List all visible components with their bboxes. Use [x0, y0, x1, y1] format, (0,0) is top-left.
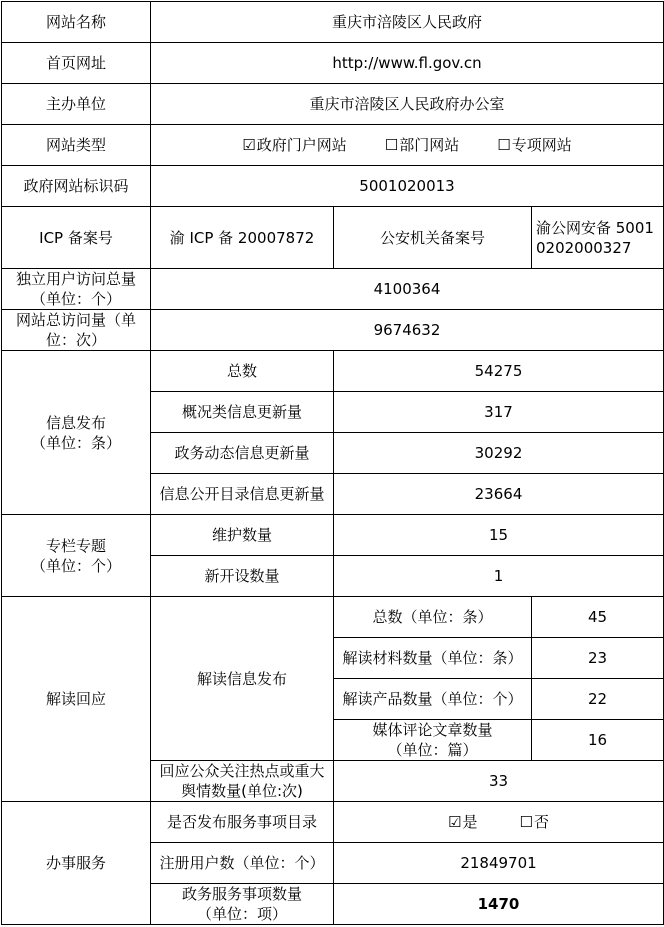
sponsor-value: 重庆市涪陵区人民政府办公室 — [151, 84, 664, 125]
row-homepage — [2, 43, 664, 84]
columns-label: 专栏专题 — [45, 536, 106, 555]
service-catalog-option-yes — [448, 813, 477, 831]
columns-new-value: 1 — [334, 556, 664, 597]
service-items-value: 1470 — [334, 884, 664, 925]
icp-value: 渝 ICP 备 20007872 — [151, 207, 334, 269]
unchecked-checkbox-icon: ☐ — [519, 813, 533, 831]
site-type-option-department-label: 部门网站 — [399, 136, 460, 154]
row-columns-maintained — [2, 515, 664, 556]
service-items-label: 政务服务事项数量 — [181, 885, 302, 903]
info-overview-value: 317 — [334, 392, 664, 433]
row-site-id — [2, 166, 664, 207]
interp-media-unit: （单位：篇） — [387, 741, 478, 759]
service-users-value: 21849701 — [334, 843, 664, 884]
total-visits-value: 9674632 — [151, 310, 664, 351]
interpretation-label: 解读回应 — [2, 597, 151, 802]
columns-maintained-label: 维护数量 — [151, 515, 334, 556]
site-type-label: 网站类型 — [2, 125, 151, 166]
service-catalog-label: 是否发布服务事项目录 — [151, 802, 334, 843]
icp-label: ICP 备案号 — [2, 207, 151, 269]
site-id-value: 5001020013 — [151, 166, 664, 207]
unchecked-checkbox-icon: ☐ — [497, 136, 511, 154]
interp-media-value: 16 — [532, 720, 664, 761]
interp-response-value: 33 — [334, 761, 664, 802]
site-name-label: 网站名称 — [2, 2, 151, 43]
service-catalog-option-yes-label: 是 — [462, 813, 478, 831]
info-publish-unit: （单位：条） — [30, 433, 121, 452]
interp-materials-label: 解读材料数量（单位：条） — [334, 638, 532, 679]
row-interp-total — [2, 597, 664, 638]
site-name-value: 重庆市涪陵区人民政府 — [151, 2, 664, 43]
site-type-options — [151, 125, 664, 166]
info-disclosure-label: 信息公开目录信息更新量 — [151, 474, 334, 515]
info-publish-label: 信息发布 — [45, 413, 106, 432]
site-type-option-special — [497, 136, 571, 154]
police-record-value: 渝公网安备 50010202000327 — [532, 207, 664, 269]
total-visits-label: 网站总访问量（单位：次） — [2, 310, 151, 351]
service-users-label: 注册用户数（单位：个） — [151, 843, 334, 884]
homepage-label: 首页网址 — [2, 43, 151, 84]
service-items-cell — [151, 884, 334, 925]
interp-materials-value: 23 — [532, 638, 664, 679]
row-total-visits — [2, 310, 664, 351]
police-record-label: 公安机关备案号 — [334, 207, 532, 269]
service-catalog-option-no-label: 否 — [533, 813, 549, 831]
interp-products-label: 解读产品数量（单位：个） — [334, 679, 532, 720]
columns-group — [2, 515, 151, 597]
info-total-label: 总数 — [151, 351, 334, 392]
row-site-name — [2, 2, 664, 43]
info-news-label: 政务动态信息更新量 — [151, 433, 334, 474]
site-type-option-portal — [242, 136, 346, 154]
unique-visitors-value: 4100364 — [151, 269, 664, 310]
services-label: 办事服务 — [2, 802, 151, 925]
service-catalog-options — [334, 802, 664, 843]
row-icp — [2, 207, 664, 269]
interp-media-label: 媒体评论文章数量 — [372, 721, 493, 739]
sponsor-label: 主办单位 — [2, 84, 151, 125]
info-total-value: 54275 — [334, 351, 664, 392]
row-site-type — [2, 125, 664, 166]
unique-visitors-label: 独立用户访问总量（单位：个） — [2, 269, 151, 310]
checked-checkbox-icon: ☑ — [448, 813, 462, 831]
checked-checkbox-icon: ☑ — [242, 136, 256, 154]
unchecked-checkbox-icon: ☐ — [384, 136, 399, 154]
site-type-option-special-label: 专项网站 — [511, 136, 572, 154]
info-news-value: 30292 — [334, 433, 664, 474]
row-info-total — [2, 351, 664, 392]
interp-total-value: 45 — [532, 597, 664, 638]
interp-total-label: 总数（单位：条） — [334, 597, 532, 638]
interp-response-label: 回应公众关注热点或重大舆情数量(单位:次) — [151, 761, 334, 802]
interp-products-value: 22 — [532, 679, 664, 720]
site-type-option-portal-label: 政府门户网站 — [256, 136, 347, 154]
site-type-option-department — [385, 136, 459, 154]
service-catalog-option-no — [520, 813, 549, 831]
info-overview-label: 概况类信息更新量 — [151, 392, 334, 433]
row-sponsor — [2, 84, 664, 125]
columns-unit: （单位：个） — [30, 556, 121, 575]
columns-maintained-value: 15 — [334, 515, 664, 556]
info-disclosure-value: 23664 — [334, 474, 664, 515]
interpretation-sub-label: 解读信息发布 — [151, 597, 334, 761]
site-id-label: 政府网站标识码 — [2, 166, 151, 207]
interp-media-cell — [334, 720, 532, 761]
row-unique-visitors — [2, 269, 664, 310]
row-service-catalog — [2, 802, 664, 843]
info-publish-group — [2, 351, 151, 515]
service-items-unit: （单位：项） — [196, 905, 287, 923]
columns-new-label: 新开设数量 — [151, 556, 334, 597]
website-annual-report-table — [1, 1, 664, 925]
homepage-value: http://www.fl.gov.cn — [151, 43, 664, 84]
